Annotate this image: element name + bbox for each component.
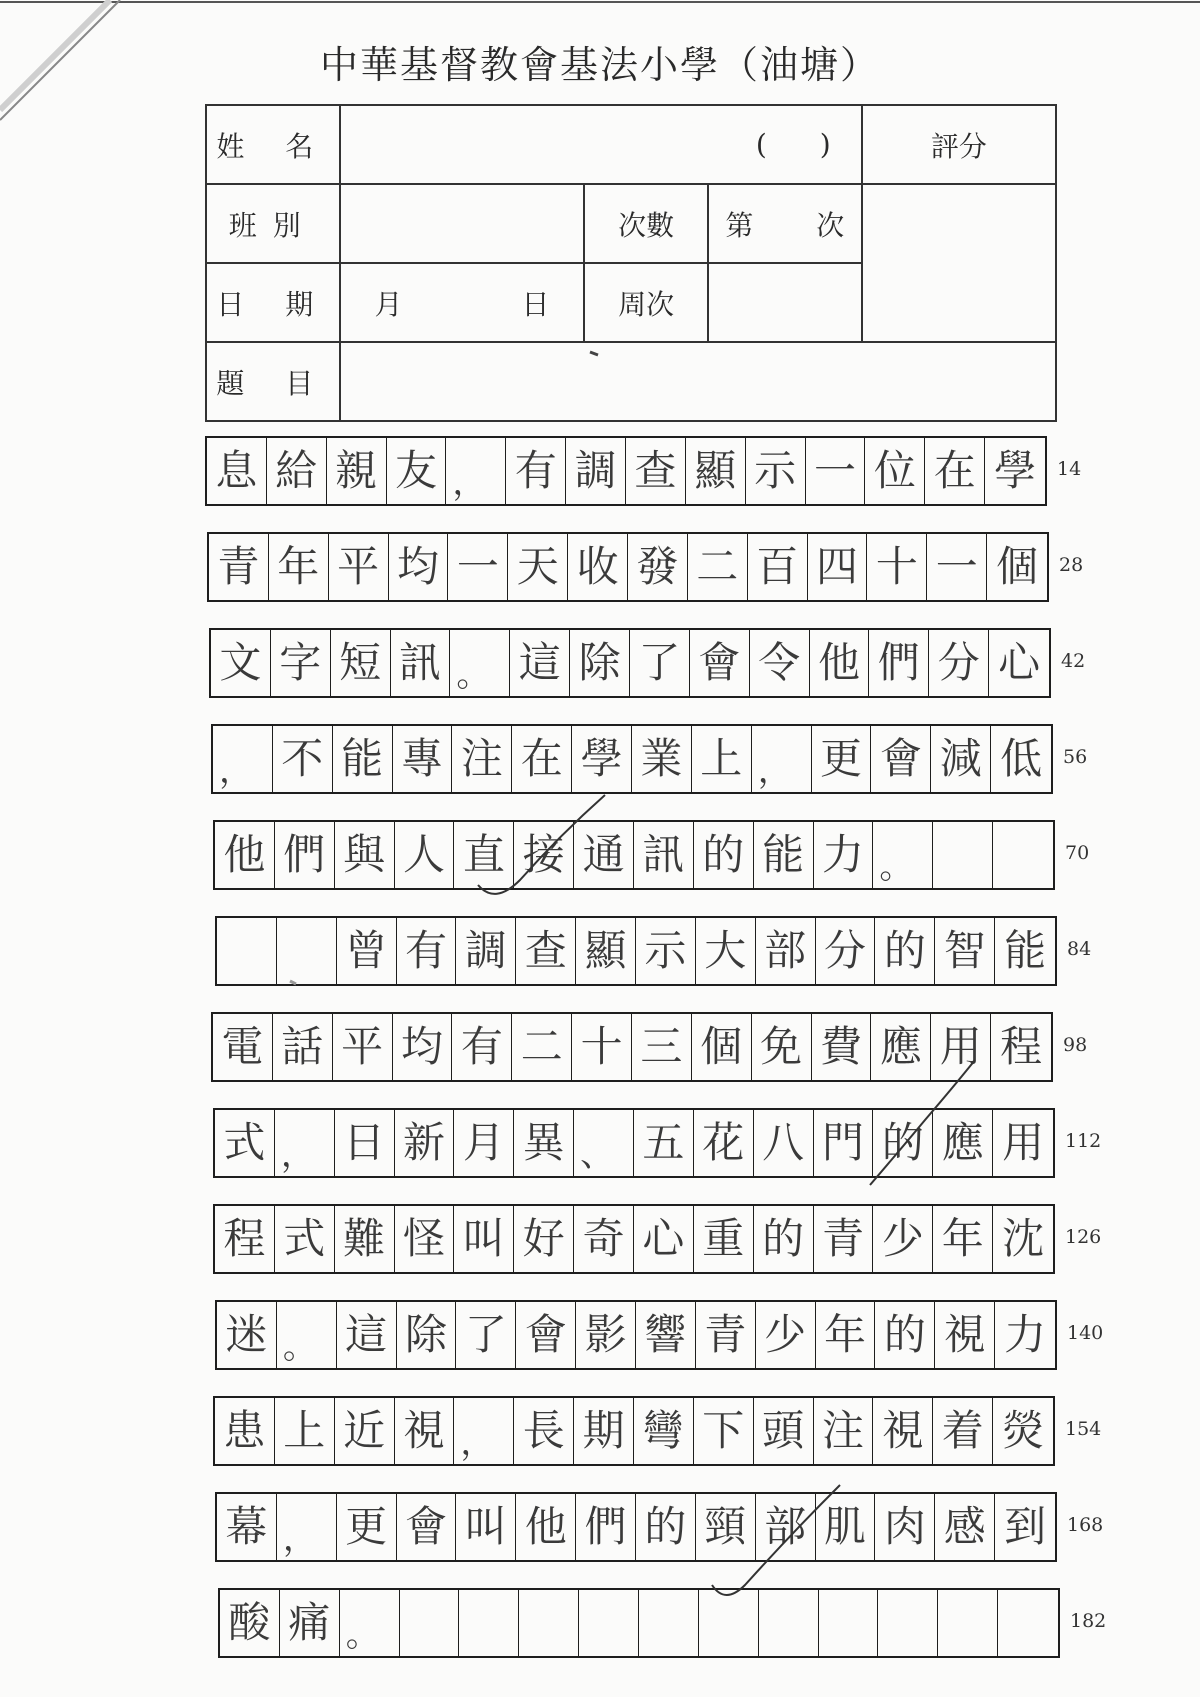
grid-cell: 息 xyxy=(207,438,267,504)
grid-cell: 心 xyxy=(634,1206,694,1272)
grid-cell: 學 xyxy=(572,726,632,792)
grid-cell: 怪 xyxy=(395,1206,455,1272)
row-char-count: 70 xyxy=(1065,842,1090,864)
grid-row-boxes xyxy=(213,1108,1055,1178)
grid-row-boxes xyxy=(205,436,1047,506)
grid-cell: 患 xyxy=(215,1398,275,1464)
times-field[interactable]: 第 次 xyxy=(708,184,862,263)
row-char-count: 98 xyxy=(1063,1034,1088,1056)
grid-cell: 青 xyxy=(696,1302,756,1368)
grid-cell xyxy=(277,918,337,984)
grid-cell: 人 xyxy=(395,822,455,888)
grid-cell: 免 xyxy=(752,1014,812,1080)
grid-cell: 了 xyxy=(456,1302,516,1368)
grid-cell: ， xyxy=(277,1494,337,1560)
grid-cell xyxy=(759,1590,819,1656)
grid-cell: 的 xyxy=(754,1206,814,1272)
grid-cell: 分 xyxy=(816,918,876,984)
grid-row-boxes xyxy=(213,1396,1055,1466)
grid-cell: 年 xyxy=(816,1302,876,1368)
grid-cell: 查 xyxy=(516,918,576,984)
grid-cell: 用 xyxy=(1002,1118,1045,1167)
grid-cell: 示 xyxy=(746,438,806,504)
grid-cell: 部 xyxy=(756,1494,816,1560)
grid-cell: 這 xyxy=(337,1302,397,1368)
grid-cell: 二 xyxy=(512,1014,572,1080)
grid-cell xyxy=(519,1590,579,1656)
grid-cell: 長 xyxy=(514,1398,574,1464)
row-char-count: 126 xyxy=(1065,1226,1102,1248)
grid-cell xyxy=(998,1590,1058,1656)
grid-cell: 學 xyxy=(994,446,1037,495)
grid-cell: 難 xyxy=(335,1206,395,1272)
grid-cell: 業 xyxy=(632,726,692,792)
grid-cell: 短 xyxy=(331,630,391,696)
grid-cell: 五 xyxy=(634,1110,694,1176)
grid-cell: 有 xyxy=(397,918,457,984)
grid-cell: 直 xyxy=(454,822,514,888)
grid-cell: 異 xyxy=(514,1110,574,1176)
grid-cell: 。 xyxy=(873,822,933,888)
grid-cell: 的 xyxy=(875,1302,935,1368)
grid-cell xyxy=(459,1590,519,1656)
grid-cell: 字 xyxy=(271,630,331,696)
row-char-count: 56 xyxy=(1063,746,1088,768)
grid-row-boxes xyxy=(209,628,1051,698)
grid-cell: 不 xyxy=(273,726,333,792)
grid-cell: 平 xyxy=(329,534,389,600)
grid-cell: 令 xyxy=(750,630,810,696)
grid-cell: 一 xyxy=(806,438,866,504)
grid-cell: 視 xyxy=(395,1398,455,1464)
grid-cell: 叫 xyxy=(456,1494,516,1560)
grid-cell: 話 xyxy=(273,1014,333,1080)
grid-cell: 青 xyxy=(209,534,269,600)
grid-cell: 低 xyxy=(1000,734,1043,783)
grid-cell: 曾 xyxy=(337,918,397,984)
grid-cell: 着 xyxy=(933,1398,993,1464)
grid-cell: ， xyxy=(454,1398,514,1464)
grid-cell: 響 xyxy=(636,1302,696,1368)
grid-cell: 平 xyxy=(333,1014,393,1080)
grid-cell: 們 xyxy=(869,630,929,696)
grid-cell: 與 xyxy=(335,822,395,888)
grid-cell: 友 xyxy=(387,438,447,504)
grid-cell: 下 xyxy=(694,1398,754,1464)
grid-cell: 更 xyxy=(337,1494,397,1560)
grid-cell xyxy=(878,1590,938,1656)
grid-cell: ， xyxy=(446,438,506,504)
grid-cell: 應 xyxy=(871,1014,931,1080)
grid-cell: 新 xyxy=(395,1110,455,1176)
row-char-count: 140 xyxy=(1067,1322,1104,1344)
grid-cell: 顯 xyxy=(686,438,746,504)
grid-cell: ， xyxy=(752,726,812,792)
topic-label: 題 目 xyxy=(206,342,340,421)
grid-cell: 會 xyxy=(690,630,750,696)
grid-cell: 訊 xyxy=(634,822,694,888)
grid-cell: 親 xyxy=(327,438,387,504)
week-label: 周次 xyxy=(584,263,707,342)
grid-cell: 費 xyxy=(812,1014,872,1080)
grid-cell: 熒 xyxy=(1002,1406,1045,1455)
grid-cell: 二 xyxy=(688,534,748,600)
grid-cell: 上 xyxy=(275,1398,335,1464)
grid-row xyxy=(0,1396,1200,1468)
grid-row xyxy=(0,1492,1200,1564)
grid-cell: 電 xyxy=(213,1014,273,1080)
times-label: 次數 xyxy=(584,184,707,263)
grid-cell: 肉 xyxy=(875,1494,935,1560)
school-title: 中華基督教會基法小學（油塘） xyxy=(319,43,880,87)
grid-cell: 年 xyxy=(933,1206,993,1272)
grid-cell: 到 xyxy=(1004,1502,1047,1551)
grid-cell: 頸 xyxy=(696,1494,756,1560)
grid-row xyxy=(0,1204,1200,1276)
grid-cell: 年 xyxy=(269,534,329,600)
grid-cell: 們 xyxy=(576,1494,636,1560)
grid-row-boxes xyxy=(213,820,1055,890)
grid-cell: 了 xyxy=(630,630,690,696)
grid-cell: 均 xyxy=(393,1014,453,1080)
grid-row-boxes xyxy=(211,1012,1053,1082)
grid-cell: 四 xyxy=(808,534,868,600)
grid-cell: 少 xyxy=(873,1206,933,1272)
grid-row xyxy=(0,628,1200,700)
grid-cell: 。 xyxy=(277,1302,337,1368)
grid-row xyxy=(0,1588,1200,1660)
grid-cell: 他 xyxy=(810,630,870,696)
grid-cell: 能 xyxy=(1004,926,1047,975)
date-field[interactable]: 月 日 xyxy=(340,263,585,342)
grid-cell: 們 xyxy=(275,822,335,888)
grid-cell: 力 xyxy=(814,822,874,888)
row-char-count: 112 xyxy=(1065,1130,1102,1152)
grid-cell: 大 xyxy=(696,918,756,984)
grid-cell: 式 xyxy=(275,1206,335,1272)
grid-cell: 日 xyxy=(335,1110,395,1176)
grid-cell xyxy=(993,822,1053,888)
grid-cell: 收 xyxy=(568,534,628,600)
grid-cell: 酸 xyxy=(220,1590,280,1656)
grid-cell: 好 xyxy=(514,1206,574,1272)
grid-row-boxes xyxy=(218,1588,1060,1658)
grid-cell: 有 xyxy=(506,438,566,504)
grid-cell xyxy=(933,822,993,888)
grid-row xyxy=(0,916,1200,988)
row-char-count: 154 xyxy=(1065,1418,1102,1440)
grid-cell: 有 xyxy=(452,1014,512,1080)
grid-cell: 百 xyxy=(748,534,808,600)
grid-cell: 應 xyxy=(933,1110,993,1176)
grid-cell: 這 xyxy=(510,630,570,696)
grid-row xyxy=(0,436,1200,508)
grid-cell: 重 xyxy=(694,1206,754,1272)
grid-cell xyxy=(400,1590,460,1656)
grid-row-boxes xyxy=(211,724,1053,794)
grid-cell: 少 xyxy=(756,1302,816,1368)
score-label: 評分 xyxy=(862,105,1056,184)
grid-cell xyxy=(217,918,277,984)
row-char-count: 28 xyxy=(1059,554,1084,576)
grid-cell: 沈 xyxy=(1002,1214,1045,1263)
grid-row xyxy=(0,532,1200,604)
row-char-count: 14 xyxy=(1057,458,1082,480)
grid-cell: 八 xyxy=(754,1110,814,1176)
grid-row xyxy=(0,724,1200,796)
grid-cell: 近 xyxy=(335,1398,395,1464)
grid-cell: 十 xyxy=(867,534,927,600)
grid-cell: 力 xyxy=(1004,1310,1047,1359)
grid-cell: 程 xyxy=(215,1206,275,1272)
grid-cell: 期 xyxy=(574,1398,634,1464)
grid-row-boxes xyxy=(215,916,1057,986)
grid-cell: 給 xyxy=(267,438,327,504)
grid-cell: 訊 xyxy=(391,630,451,696)
grid-cell: 感 xyxy=(935,1494,995,1560)
grid-cell: 減 xyxy=(931,726,991,792)
grid-cell: 月 xyxy=(454,1110,514,1176)
grid-cell: 會 xyxy=(397,1494,457,1560)
grid-cell: 、 xyxy=(574,1110,634,1176)
grid-cell: 他 xyxy=(215,822,275,888)
grid-cell: ， xyxy=(213,726,273,792)
grid-cell xyxy=(938,1590,998,1656)
grid-cell: 。 xyxy=(340,1590,400,1656)
grid-cell: 用 xyxy=(931,1014,991,1080)
grid-cell: 注 xyxy=(814,1398,874,1464)
grid-row xyxy=(0,820,1200,892)
grid-cell: 彎 xyxy=(634,1398,694,1464)
grid-cell: 天 xyxy=(508,534,568,600)
grid-cell: 個 xyxy=(996,542,1039,591)
grid-cell: 青 xyxy=(814,1206,874,1272)
grid-cell: 一 xyxy=(448,534,508,600)
grid-cell: 十 xyxy=(572,1014,632,1080)
row-char-count: 182 xyxy=(1070,1610,1107,1632)
grid-cell: 幕 xyxy=(217,1494,277,1560)
grid-cell: 部 xyxy=(756,918,816,984)
grid-cell: 調 xyxy=(566,438,626,504)
grid-cell: 的 xyxy=(694,822,754,888)
grid-cell: ， xyxy=(275,1110,335,1176)
grid-cell: 通 xyxy=(574,822,634,888)
grid-cell: 個 xyxy=(692,1014,752,1080)
grid-cell: 分 xyxy=(929,630,989,696)
grid-row xyxy=(0,1108,1200,1180)
row-char-count: 84 xyxy=(1067,938,1092,960)
grid-cell: 在 xyxy=(925,438,985,504)
grid-row xyxy=(0,1300,1200,1372)
grid-cell: 花 xyxy=(694,1110,754,1176)
grid-cell: 文 xyxy=(211,630,271,696)
grid-cell: 在 xyxy=(512,726,572,792)
grid-cell: 的 xyxy=(636,1494,696,1560)
grid-cell: 專 xyxy=(393,726,453,792)
name-label: 姓 名 xyxy=(206,105,340,184)
grid-cell: 接 xyxy=(514,822,574,888)
grid-cell: 視 xyxy=(935,1302,995,1368)
date-label: 日 期 xyxy=(206,263,340,342)
grid-cell: 影 xyxy=(576,1302,636,1368)
grid-cell: 更 xyxy=(812,726,872,792)
grid-row-boxes xyxy=(213,1204,1055,1274)
class-label: 班別 xyxy=(206,184,340,263)
grid-row-boxes xyxy=(215,1300,1057,1370)
grid-cell: 叫 xyxy=(454,1206,514,1272)
grid-cell: 除 xyxy=(397,1302,457,1368)
grid-cell: 調 xyxy=(456,918,516,984)
grid-cell xyxy=(699,1590,759,1656)
grid-cell: 會 xyxy=(871,726,931,792)
grid-cell xyxy=(819,1590,879,1656)
row-char-count: 168 xyxy=(1067,1514,1104,1536)
grid-cell: 能 xyxy=(754,822,814,888)
grid-cell: 查 xyxy=(626,438,686,504)
grid-cell: 奇 xyxy=(574,1206,634,1272)
grid-cell xyxy=(579,1590,639,1656)
grid-cell: 門 xyxy=(814,1110,874,1176)
grid-cell: 的 xyxy=(875,918,935,984)
grid-cell: 頭 xyxy=(754,1398,814,1464)
grid-row-boxes xyxy=(207,532,1049,602)
grid-cell: 他 xyxy=(516,1494,576,1560)
grid-cell: 位 xyxy=(865,438,925,504)
grid-cell: 注 xyxy=(452,726,512,792)
grid-cell: 發 xyxy=(628,534,688,600)
grid-cell: 上 xyxy=(692,726,752,792)
name-field[interactable]: ( ) xyxy=(340,105,862,184)
row-char-count: 42 xyxy=(1061,650,1086,672)
grid-cell: 顯 xyxy=(576,918,636,984)
grid-cell: 式 xyxy=(215,1110,275,1176)
grid-cell: 示 xyxy=(636,918,696,984)
grid-cell xyxy=(639,1590,699,1656)
grid-cell: 一 xyxy=(927,534,987,600)
grid-cell: 的 xyxy=(873,1110,933,1176)
grid-row xyxy=(0,1012,1200,1084)
grid-cell: 肌 xyxy=(816,1494,876,1560)
grid-row-boxes xyxy=(215,1492,1057,1562)
grid-cell: 心 xyxy=(998,638,1041,687)
grid-cell: 迷 xyxy=(217,1302,277,1368)
grid-cell: 程 xyxy=(1000,1022,1043,1071)
grid-cell: 能 xyxy=(333,726,393,792)
grid-cell: 痛 xyxy=(280,1590,340,1656)
grid-cell: 。 xyxy=(450,630,510,696)
grid-cell: 均 xyxy=(389,534,449,600)
grid-cell: 視 xyxy=(873,1398,933,1464)
grid-cell: 除 xyxy=(570,630,630,696)
grid-cell: 會 xyxy=(516,1302,576,1368)
grid-cell: 智 xyxy=(935,918,995,984)
grid-cell: 三 xyxy=(632,1014,692,1080)
